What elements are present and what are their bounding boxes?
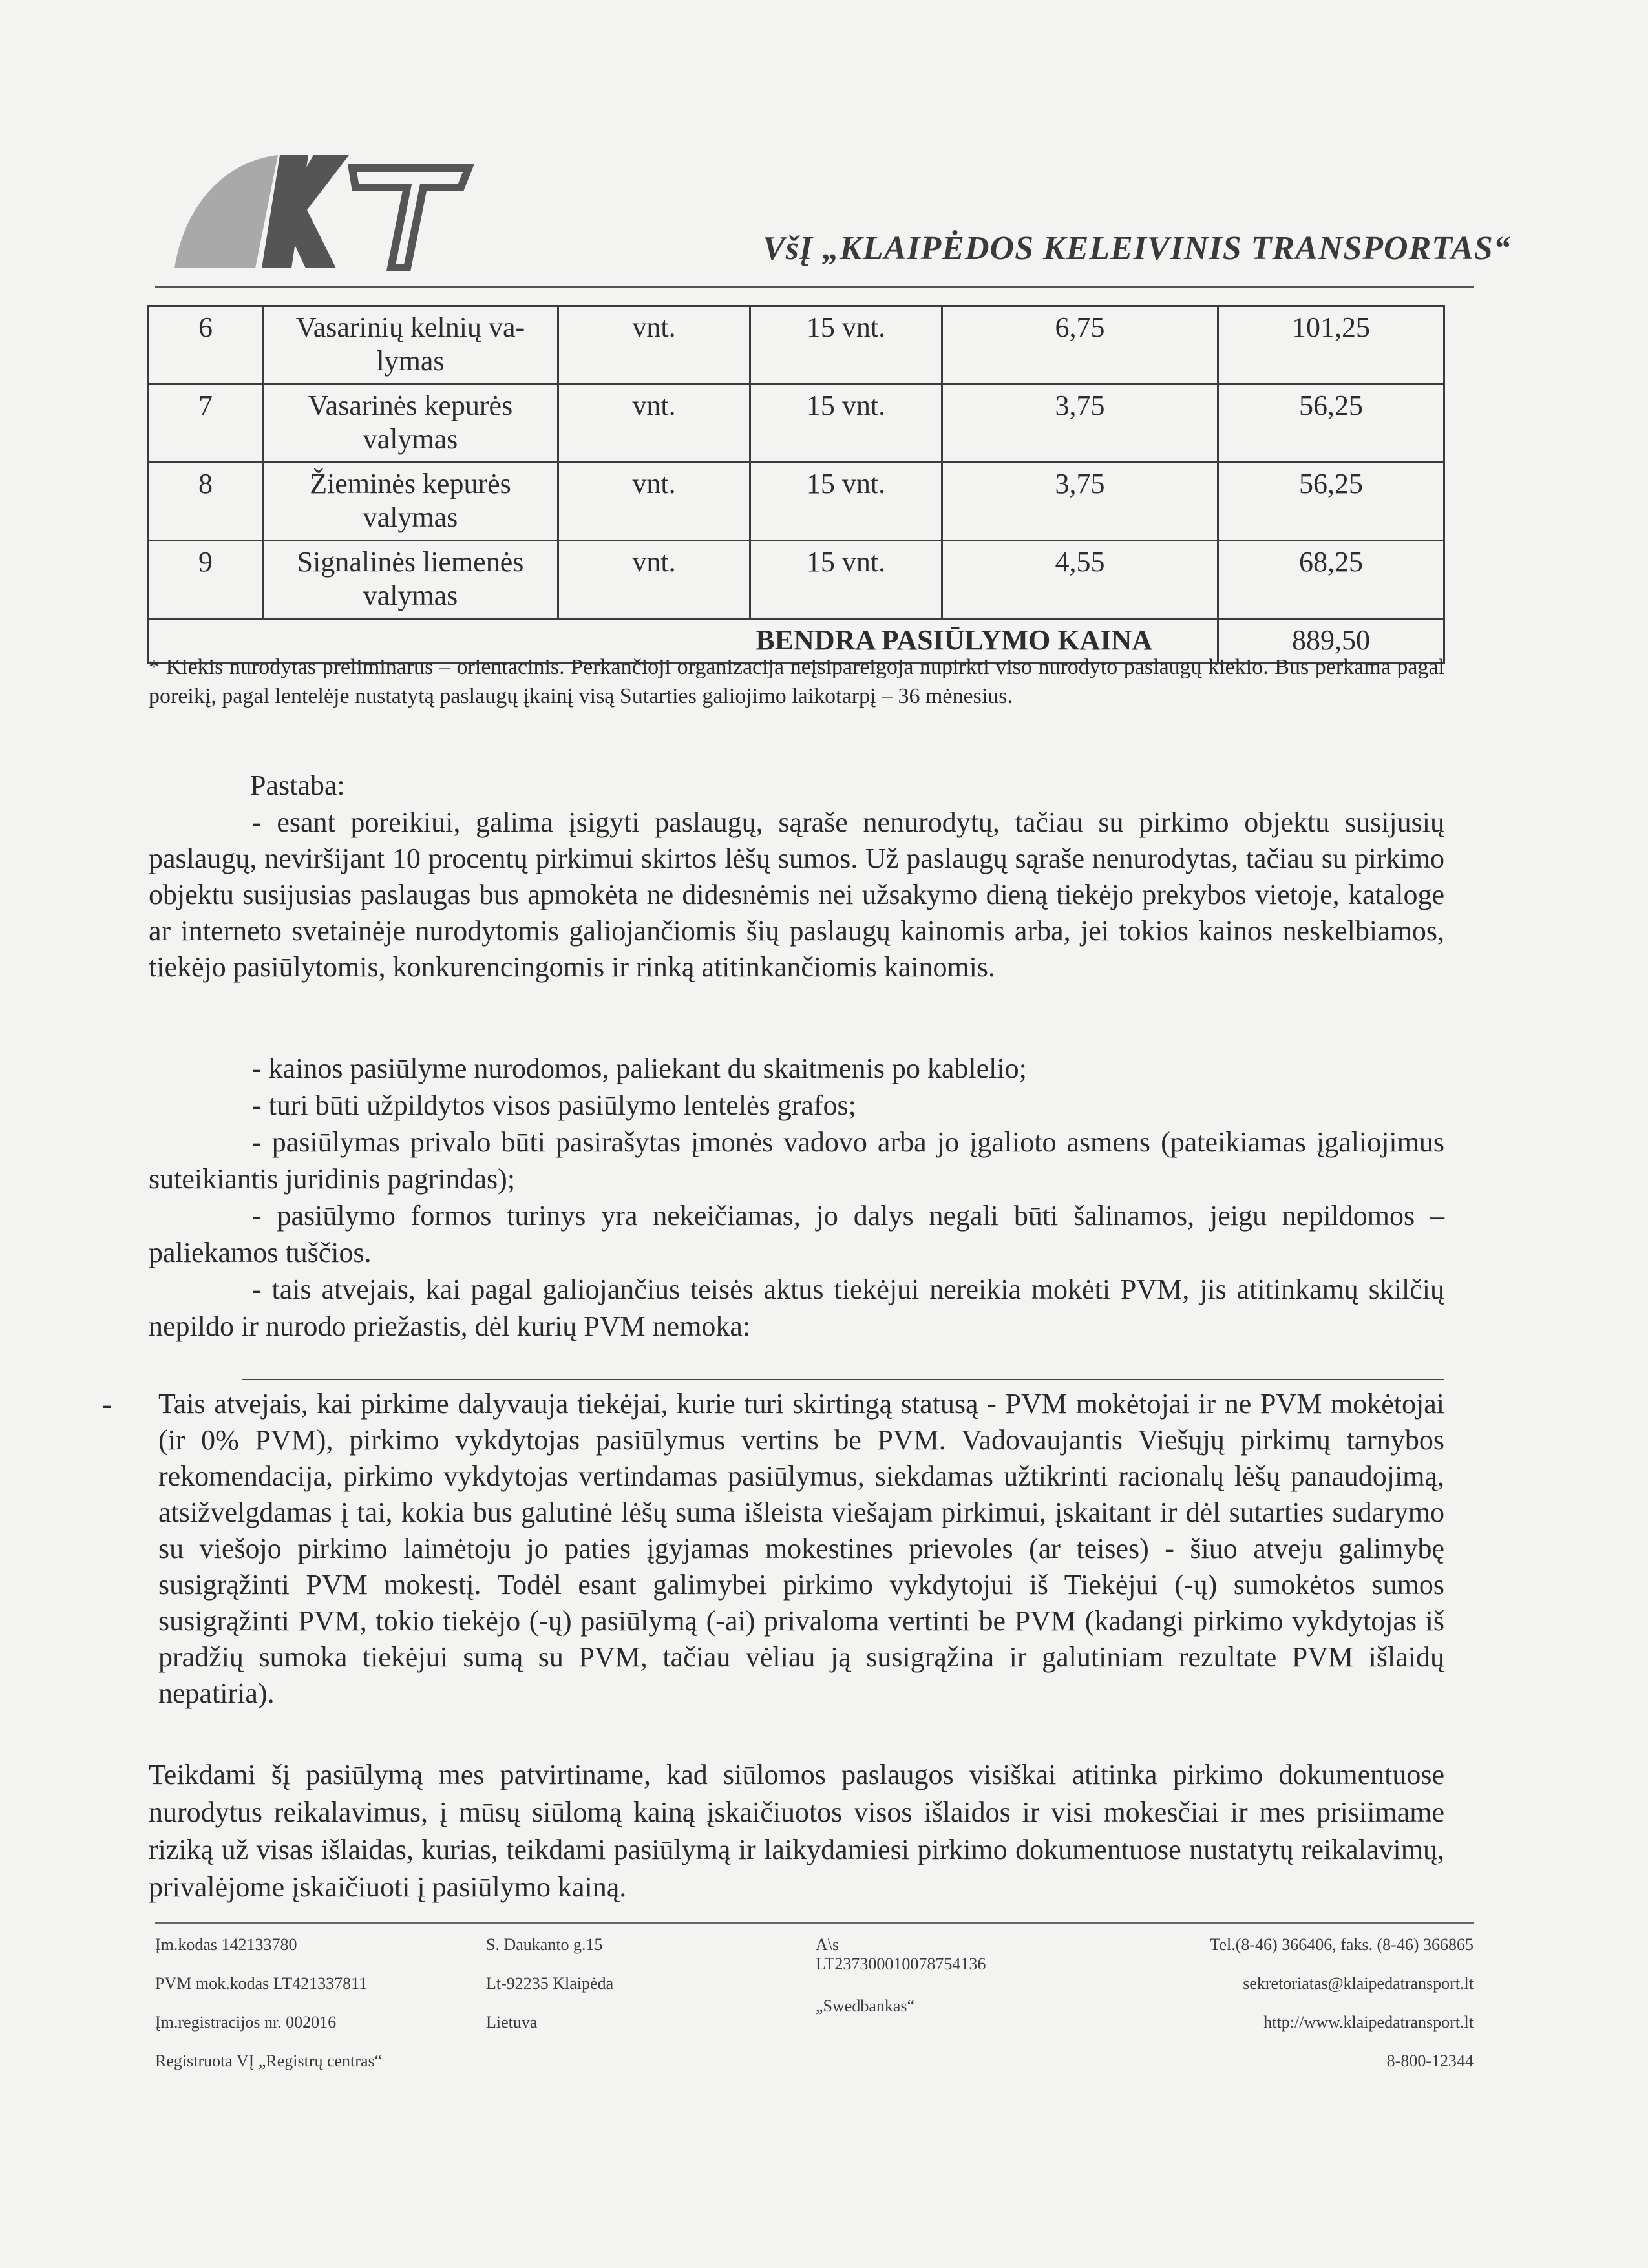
footer-country: Lietuva <box>486 2013 538 2032</box>
service-name: Vasarinių kelnių va-lymas <box>263 306 558 384</box>
footer-registered-by: Registruota VĮ „Registrų centras“ <box>155 2052 383 2070</box>
footer-account-number: LT237300010078754136 <box>816 1955 986 1973</box>
quantity: 15 vnt. <box>750 306 942 384</box>
row-number: 9 <box>149 541 263 619</box>
note-title: Pastaba: <box>250 770 345 801</box>
unit: vnt. <box>558 463 750 541</box>
quantity: 15 vnt. <box>750 384 942 463</box>
note-paragraph <box>149 804 1444 985</box>
row-number: 6 <box>149 306 263 384</box>
organization-title: VšĮ „KLAIPĖDOS KELEIVINIS TRANSPORTAS“ <box>763 230 1511 267</box>
note-paragraph-text: - esant poreikiui, galima įsigyti paslaugų, sąraše nenurodytų, tačiau su pirkimo objektu susijusių paslaugų, neviršijant 10 procentų pirkimui skirtos lėšų sumos. Už paslaugų sąraše nenurodytas, tačiau su pirkimo objektu susijusias paslaugas bus apmokėta ne didesnėmis nei užsakymo dieną tiekėjo prekybos vietoje, kataloge ar interneto svetainėje nurodytomis galiojančiomis šių paslaugų kainomis arba, jei tokios kainos neskelbiamos, tiekėjo pasiūlytomis, konkurencingomis ir rinką atitinkančiomis kainomis. <box>149 806 1444 983</box>
unit: vnt. <box>558 541 750 619</box>
list-item: - kainos pasiūlyme nurodomos, paliekant du skaitmenis po kablelio; <box>252 1053 1027 1084</box>
row-sum: 56,25 <box>1218 463 1444 541</box>
section-divider <box>242 1379 1444 1380</box>
price-table <box>147 305 1445 664</box>
service-name: Vasarinės kepurės valymas <box>263 384 558 463</box>
vat-paragraph: Tais atvejais, kai pirkime dalyvauja tiekėjai, kurie turi skirtingą statusą - PVM mokėtojai ir ne PVM mokėtojai (ir 0% PVM), pirkimo vykdytojas pasiūlymus vertins be PVM. Vadovaujantis Viešųjų pirkimų tarnybos rekomendacija, pirkimo vykdytojas vertindamas pasiūlymus, siekdamas užtikrinti racionalų lėšų panaudojimą, atsižvelgdamas į tai, kokia bus galutinė lėšų suma išleista viešajam pirkimui, įskaitant ir dėl sutarties sudarymo su viešojo pirkimo laimėtoju jo paties įgyjamas mokestines prievoles (ar teises) - šiuo atveju galimybę susigrąžinti PVM mokestį. Todėl esant galimybei pirkimo vykdytojui iš Tiekėjui (-ų) sumokėtos sumos susigrąžinti PVM, tokio tiekėjo (-ų) pasiūlymą (-ai) privaloma vertinti be PVM (kadangi pirkimo vykdytojas iš pradžių sumoka tiekėjui sumą su PVM, tačiau vėliau ją susigrąžina ir galutiniam rezultate PVM išlaidų nepatiria). <box>158 1388 1444 1709</box>
quantity: 15 vnt. <box>750 541 942 619</box>
row-number: 7 <box>149 384 263 463</box>
list-item: - tais atvejais, kai pagal galiojančius teisės aktus tiekėjui nereikia mokėti PVM, jis atitinkamų skilčių nepildo ir nurodo priežastis, dėl kurių PVM nemoka: <box>149 1274 1444 1342</box>
list-item: - turi būti užpildytos visos pasiūlymo lentelės grafos; <box>252 1089 856 1121</box>
kt-logo-icon <box>165 149 475 271</box>
service-name: Žieminės kepurės valymas <box>263 463 558 541</box>
table-row <box>149 463 1444 541</box>
list-item: - pasiūlymo formos turinys yra nekeičiamas, jo dalys negali būti šalinamos, jeigu nepildomos – paliekamos tuščios. <box>149 1200 1444 1268</box>
header-divider <box>155 286 1474 288</box>
bullet-marker: - <box>102 1389 112 1420</box>
total-label: BENDRA PASIŪLYMO KAINA <box>149 619 1218 664</box>
service-name: Signalinės liemenės valymas <box>263 541 558 619</box>
total-value: 889,50 <box>1218 619 1444 664</box>
footer-hotline: 8-800-12344 <box>1386 2052 1474 2070</box>
footer-vat-code: PVM mok.kodas LT421337811 <box>155 1974 368 1993</box>
footer-street: S. Daukanto g.15 <box>486 1935 603 1954</box>
table-row <box>149 306 1444 384</box>
footer-city: Lt-92235 Klaipėda <box>486 1974 614 1993</box>
unit-price: 3,75 <box>942 463 1218 541</box>
quantity: 15 vnt. <box>750 463 942 541</box>
unit: vnt. <box>558 306 750 384</box>
footer-phone: Tel.(8-46) 366406, faks. (8-46) 366865 <box>1210 1935 1474 1954</box>
table-row <box>149 541 1444 619</box>
row-sum: 56,25 <box>1218 384 1444 463</box>
footer-company-code: Įm.kodas 142133780 <box>155 1935 297 1954</box>
list-item: - pasiūlymas privalo būti pasirašytas įmonės vadovo arba jo įgalioto asmens (pateikiamas įgaliojimus suteikiantis juridinis pagrindas); <box>149 1126 1444 1195</box>
row-sum: 68,25 <box>1218 541 1444 619</box>
closing-statement: Teikdami šį pasiūlymą mes patvirtiname, kad siūlomos paslaugos visiškai atitinka pirkimo dokumentuose nurodytus reikalavimus, į mūsų siūlomą kainą įskaičiuotos visos išlaidos ir visi mokesčiai ir mes prisiimame riziką už visas išlaidas, kurias, teikdami pasiūlymą ir laikydamiesi pirkimo dokumentuose nustatytų reikalavimų, privalėjome įskaičiuoti į pasiūlymo kainą. <box>149 1759 1444 1903</box>
row-sum: 101,25 <box>1218 306 1444 384</box>
footer-registration-nr: Įm.registracijos nr. 002016 <box>155 2013 337 2032</box>
footer-email-link[interactable]: sekretoriatas@klaipedatransport.lt <box>1243 1974 1474 1993</box>
note-list <box>149 1050 1444 1345</box>
row-number: 8 <box>149 463 263 541</box>
footer-divider <box>155 1922 1474 1924</box>
footer-bank: „Swedbankas“ <box>816 1997 915 2015</box>
unit-price: 6,75 <box>942 306 1218 384</box>
unit-price: 3,75 <box>942 384 1218 463</box>
footer-account-label: A\s <box>816 1935 840 1954</box>
table-row <box>149 384 1444 463</box>
footnote: * Kiekis nurodytas preliminarus – orientacinis. Perkančioji organizacija neįsipareigoja nupirkti viso nurodyto paslaugų kiekio. Bus perkama pagal poreikį, pagal lentelėje nustatytą paslaugų įkainį visą Sutarties galiojimo laikotarpį – 36 mėnesius. <box>149 655 1444 708</box>
footer-website-link[interactable]: http://www.klaipedatransport.lt <box>1263 2013 1474 2032</box>
unit-price: 4,55 <box>942 541 1218 619</box>
unit: vnt. <box>558 384 750 463</box>
